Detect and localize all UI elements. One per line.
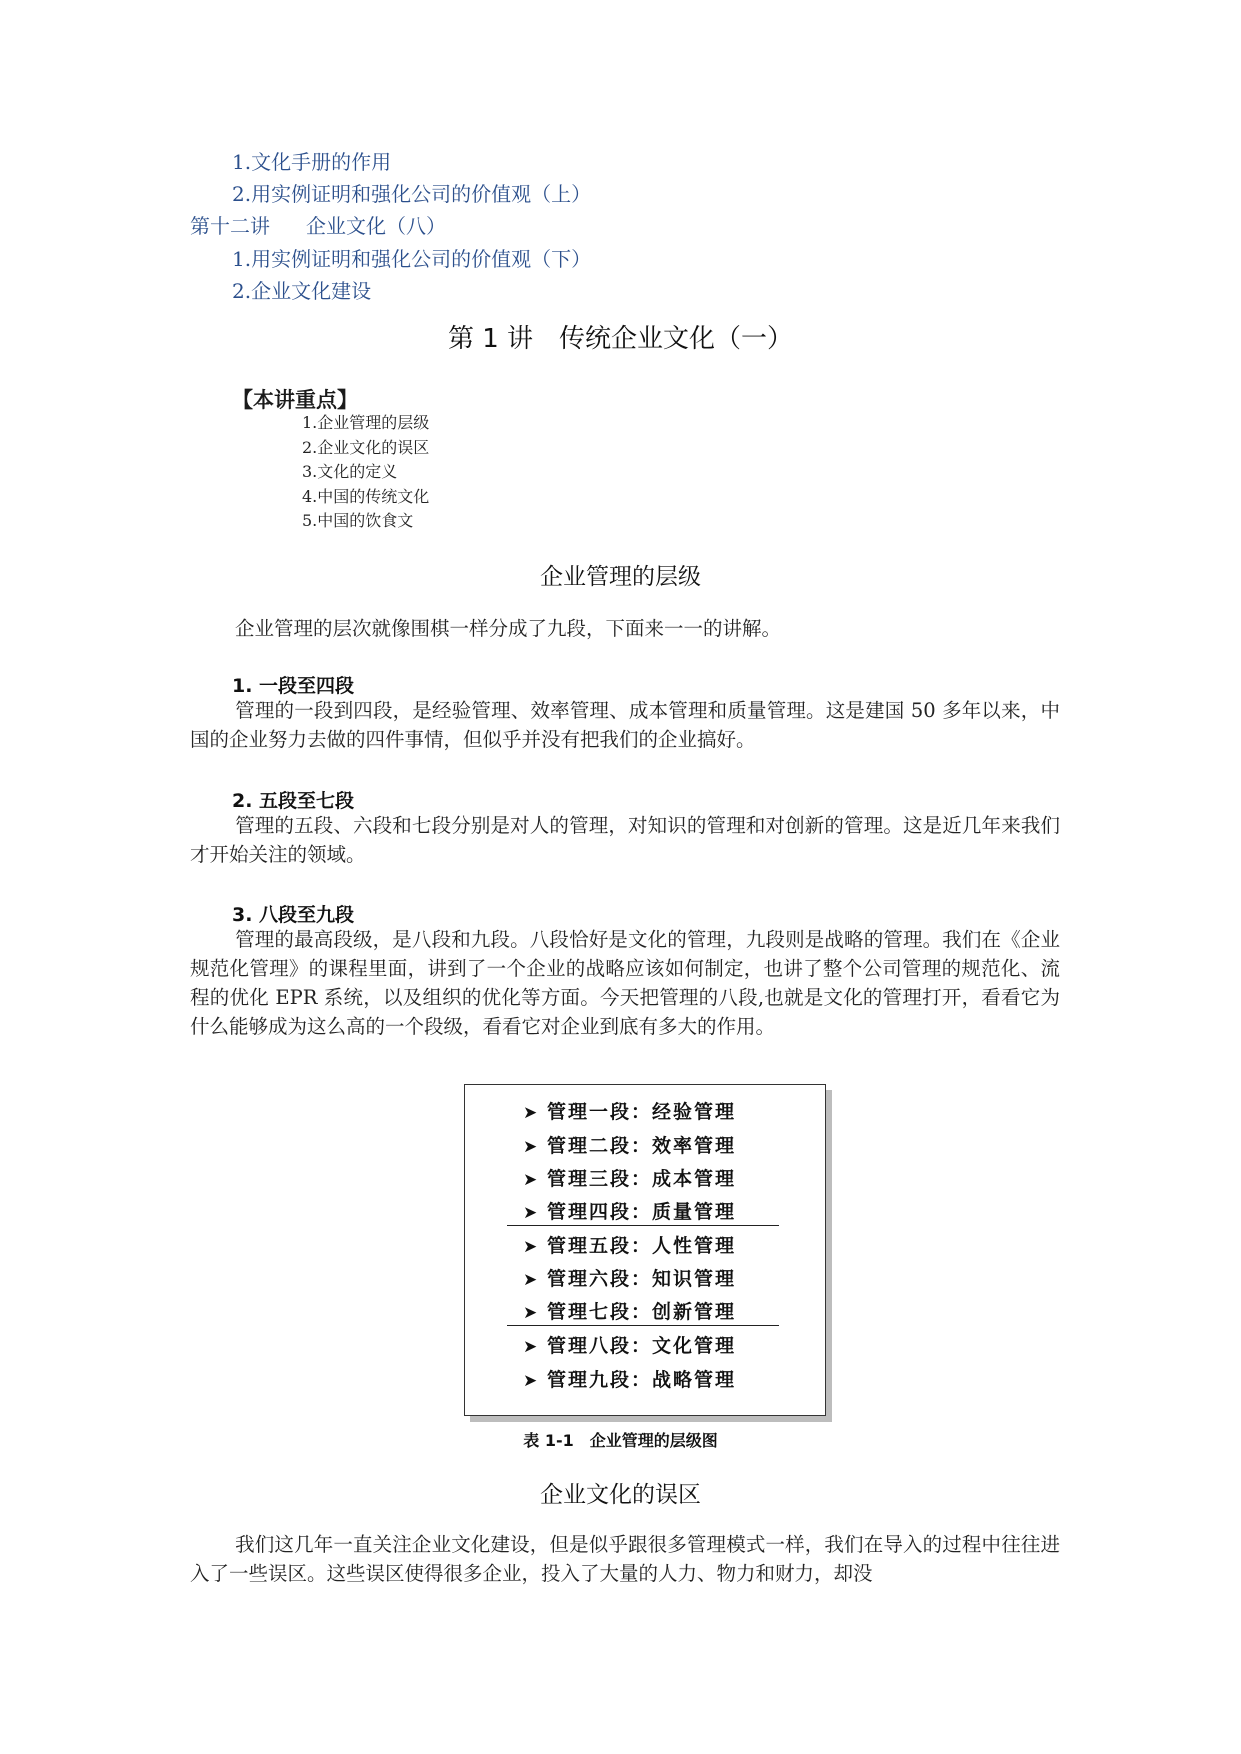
figure-row-label: 管理四段：质量管理 [547, 1201, 737, 1223]
key-point-item: 4.中国的传统文化 [302, 486, 430, 506]
toc-lecture-number: 第十二讲 [190, 214, 270, 238]
subsection-title: 2. 五段至七段 [232, 790, 355, 812]
figure-row [523, 1264, 736, 1291]
section-paragraph [190, 1530, 1060, 1588]
arrow-right-icon: ➤ [523, 1170, 540, 1190]
subsection-title: 3. 八段至九段 [232, 904, 355, 926]
figure-row [523, 1131, 736, 1158]
figure-row [523, 1231, 736, 1258]
figure-row-label: 管理九段：战略管理 [547, 1369, 737, 1391]
lecture-title [0, 318, 1241, 355]
lecture-number: 第 1 讲 [447, 324, 534, 354]
caption-label: 表 1-1 [523, 1431, 574, 1450]
figure-divider [507, 1325, 779, 1326]
arrow-right-icon: ➤ [523, 1237, 540, 1257]
toc-item-label: 2.企业文化建设 [232, 279, 372, 303]
arrow-right-icon: ➤ [523, 1137, 540, 1157]
figure-row [523, 1331, 736, 1358]
subsection-paragraph [190, 811, 1060, 869]
paragraph-text: 管理的最高段级，是八段和九段。八段恰好是文化的管理，九段则是战略的管理。我们在《企业规范化管理》的课程里面，讲到了一个企业的战略应该如何制定，也讲了整个公司管理的规范化、流程的优化 EPR 系统，以及组织的优化等方面。今天把管理的八段,也就是文化的管理打开，看看它为什么能够成为这么高的一个段级，看看它对企业到底有多大的作用。 [190, 928, 1060, 1038]
caption-text: 企业管理的层级图 [589, 1431, 718, 1450]
section-heading: 企业文化的误区 [540, 1482, 701, 1508]
subsection-paragraph [190, 696, 1060, 754]
key-point-item: 2.企业文化的误区 [302, 437, 430, 457]
figure-row-label: 管理五段：人性管理 [547, 1235, 737, 1257]
management-levels-figure [464, 1084, 826, 1416]
key-points-list [302, 411, 429, 534]
figure-row [523, 1097, 736, 1124]
arrow-right-icon: ➤ [523, 1270, 540, 1290]
section-heading: 企业管理的层级 [540, 564, 701, 590]
toc-lecture-title: 企业文化（八） [306, 214, 446, 238]
arrow-right-icon: ➤ [523, 1303, 540, 1323]
section-intro [190, 614, 1060, 643]
figure-divider [507, 1225, 779, 1226]
toc-item[interactable] [232, 279, 371, 303]
key-point-item: 5.中国的饮食文 [302, 511, 414, 530]
paragraph-text: 管理的五段、六段和七段分别是对人的管理，对知识的管理和对创新的管理。这是近几年来我们才开始关注的领域。 [190, 814, 1060, 866]
subsection-paragraph [190, 925, 1060, 1041]
figure-caption [0, 1428, 1241, 1451]
figure-row [523, 1197, 736, 1224]
figure-row [523, 1365, 736, 1392]
toc-item-label: 1.用实例证明和强化公司的价值观（下） [232, 247, 592, 271]
toc-item-label: 2.用实例证明和强化公司的价值观（上） [232, 182, 592, 206]
arrow-right-icon: ➤ [523, 1371, 540, 1391]
paragraph-text: 我们这几年一直关注企业文化建设，但是似乎跟很多管理模式一样，我们在导入的过程中往往进入了一些误区。这些误区使得很多企业，投入了大量的人力、物力和财力，却没 [190, 1533, 1060, 1585]
toc-item[interactable] [232, 247, 591, 271]
figure-row-label: 管理七段：创新管理 [547, 1301, 737, 1323]
key-point-item: 1.企业管理的层级 [302, 413, 430, 432]
toc-item[interactable] [232, 150, 391, 174]
figure-row-label: 管理一段：经验管理 [547, 1101, 737, 1123]
toc-item-label: 1.文化手册的作用 [232, 150, 392, 174]
toc-item[interactable] [232, 182, 591, 206]
figure-row [523, 1164, 736, 1191]
arrow-right-icon: ➤ [523, 1203, 540, 1223]
figure-row-label: 管理六段：知识管理 [547, 1268, 737, 1290]
figure-row-label: 管理八段：文化管理 [547, 1335, 737, 1357]
arrow-right-icon: ➤ [523, 1103, 540, 1123]
key-points-title: 【本讲重点】 [232, 388, 358, 412]
lecture-title-text: 传统企业文化（一） [559, 324, 794, 354]
intro-text: 企业管理的层次就像围棋一样分成了九段，下面来一一的讲解。 [235, 617, 782, 640]
key-point-item: 3.文化的定义 [302, 462, 398, 481]
toc-lecture-item[interactable] [190, 214, 446, 238]
figure-row-label: 管理二段：效率管理 [547, 1135, 737, 1157]
subsection-title: 1. 一段至四段 [232, 675, 355, 697]
figure-row [523, 1297, 736, 1324]
paragraph-text: 管理的一段到四段，是经验管理、效率管理、成本管理和质量管理。这是建国 50 多年以来，中国的企业努力去做的四件事情，但似乎并没有把我们的企业搞好。 [190, 699, 1060, 751]
figure-row-label: 管理三段：成本管理 [547, 1168, 737, 1190]
arrow-right-icon: ➤ [523, 1337, 540, 1357]
